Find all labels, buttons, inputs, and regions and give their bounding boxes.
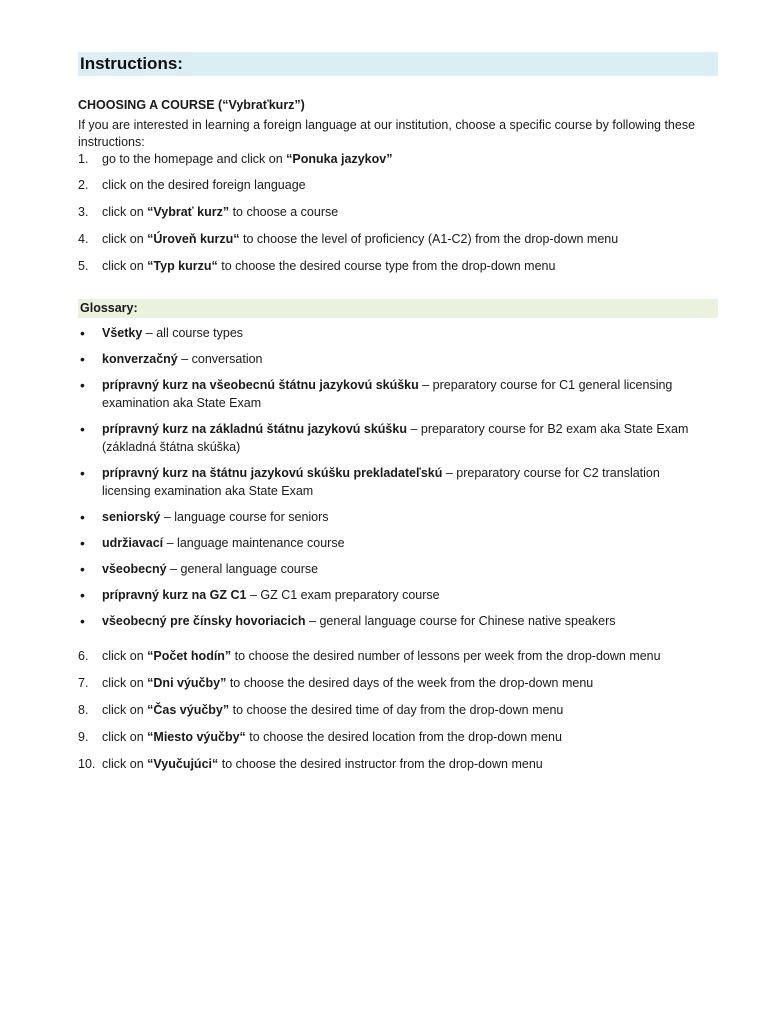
step-keyword: “Úroveň kurzu“	[147, 232, 240, 246]
glossary-item	[78, 586, 702, 604]
glossary-term: seniorský	[102, 510, 161, 524]
step-text-after: to choose the desired number of lessons per week from the drop-down menu	[231, 649, 661, 663]
glossary-description: – preparatory course for C1 general licensing examination aka State Exam	[102, 378, 673, 410]
step-keyword: “Vyučujúci“	[147, 757, 219, 771]
step-text: click on	[102, 730, 148, 744]
step-text-after: to choose the desired course type from the drop-down menu	[217, 259, 556, 273]
glossary-description: – preparatory course for C2 translation licensing examination aka State Exam	[102, 466, 660, 498]
bullet-icon: •	[80, 535, 85, 551]
step-number: 8.	[78, 703, 89, 717]
step-number: 1.	[78, 152, 89, 166]
step-text-after: to choose the desired days of the week from the drop-down menu	[226, 676, 594, 690]
choosing-course-heading: CHOOSING A COURSE (“Vybraťkurz”)	[78, 98, 305, 112]
glossary-list	[78, 324, 718, 630]
glossary-item	[78, 420, 702, 456]
step-keyword: “Dni výučby”	[147, 676, 227, 690]
glossary-term: udržiavací	[102, 536, 164, 550]
step-text: go to the homepage and click on	[102, 152, 287, 166]
steps-list-second	[78, 648, 718, 783]
glossary-description: – general language course for Chinese native speakers	[305, 614, 616, 628]
glossary-description: – general language course	[166, 562, 319, 576]
step-item	[78, 756, 718, 783]
step-number: 5.	[78, 259, 89, 273]
step-item	[78, 702, 718, 729]
glossary-item	[78, 350, 702, 368]
glossary-description: – GZ C1 exam preparatory course	[246, 588, 440, 602]
glossary-term: prípravný kurz na štátnu jazykovú skúšku prekladateľskú	[102, 466, 443, 480]
page-title: Instructions:	[78, 52, 718, 76]
step-item	[78, 648, 718, 675]
step-text: click on	[102, 259, 148, 273]
glossary-item	[78, 508, 702, 526]
step-text-after: to choose a course	[229, 205, 339, 219]
glossary-item	[78, 324, 702, 342]
step-keyword: “Ponuka jazykov”	[286, 152, 393, 166]
glossary-item	[78, 534, 702, 552]
step-item	[78, 151, 718, 177]
glossary-heading: Glossary:	[78, 299, 718, 318]
step-number: 2.	[78, 178, 89, 192]
step-text: click on	[102, 205, 148, 219]
step-item	[78, 231, 718, 258]
glossary-term: prípravný kurz na všeobecnú štátnu jazykovú skúšku	[102, 378, 419, 392]
step-text: click on	[102, 676, 148, 690]
step-text: click on the desired foreign language	[102, 178, 306, 192]
step-item	[78, 177, 718, 204]
step-item	[78, 258, 718, 285]
bullet-icon: •	[80, 587, 85, 603]
step-item	[78, 675, 718, 702]
step-item	[78, 729, 718, 756]
step-item	[78, 204, 718, 231]
step-text-after: to choose the level of proficiency (A1-C2) from the drop-down menu	[239, 232, 619, 246]
glossary-term: konverzačný	[102, 352, 178, 366]
glossary-description: – all course types	[142, 326, 244, 340]
bullet-icon: •	[80, 421, 85, 437]
document-page	[78, 52, 718, 783]
step-number: 10.	[78, 757, 96, 771]
step-keyword: “Vybrať kurz”	[147, 205, 230, 219]
bullet-icon: •	[80, 509, 85, 525]
bullet-icon: •	[80, 613, 85, 629]
glossary-item	[78, 612, 702, 630]
step-text-after: to choose the desired time of day from the drop-down menu	[229, 703, 564, 717]
glossary-item	[78, 464, 702, 500]
step-number: 6.	[78, 649, 89, 663]
glossary-term: všeobecný	[102, 562, 167, 576]
bullet-icon: •	[80, 351, 85, 367]
choosing-course-intro: If you are interested in learning a foreign language at our institution, choose a specific course by following these instructions:	[78, 118, 696, 149]
glossary-description: – conversation	[177, 352, 263, 366]
bullet-icon: •	[80, 377, 85, 393]
glossary-term: prípravný kurz na základnú štátnu jazykovú skúšku	[102, 422, 407, 436]
step-text-after: to choose the desired location from the drop-down menu	[245, 730, 562, 744]
glossary-item	[78, 560, 702, 578]
step-text: click on	[102, 232, 148, 246]
step-keyword: “Počet hodín”	[147, 649, 232, 663]
step-text: click on	[102, 649, 148, 663]
step-number: 9.	[78, 730, 89, 744]
bullet-icon: •	[80, 561, 85, 577]
glossary-description: – language course for seniors	[160, 510, 329, 524]
step-number: 7.	[78, 676, 89, 690]
glossary-term: všeobecný pre čínsky hovoriacich	[102, 614, 306, 628]
glossary-description: – language maintenance course	[163, 536, 345, 550]
step-keyword: “Typ kurzu“	[147, 259, 218, 273]
glossary-item	[78, 376, 702, 412]
step-text: click on	[102, 757, 148, 771]
bullet-icon: •	[80, 325, 85, 341]
bullet-icon: •	[80, 465, 85, 481]
step-text-after: to choose the desired instructor from the drop-down menu	[218, 757, 543, 771]
steps-list-first	[78, 151, 718, 285]
step-keyword: “Miesto výučby“	[147, 730, 246, 744]
glossary-description: – preparatory course for B2 exam aka State Exam (základná štátna skúška)	[102, 422, 689, 454]
glossary-term: prípravný kurz na GZ C1	[102, 588, 247, 602]
glossary-term: Všetky	[102, 326, 143, 340]
step-number: 4.	[78, 232, 89, 246]
step-keyword: “Čas výučby”	[147, 703, 230, 717]
step-number: 3.	[78, 205, 89, 219]
step-text: click on	[102, 703, 148, 717]
